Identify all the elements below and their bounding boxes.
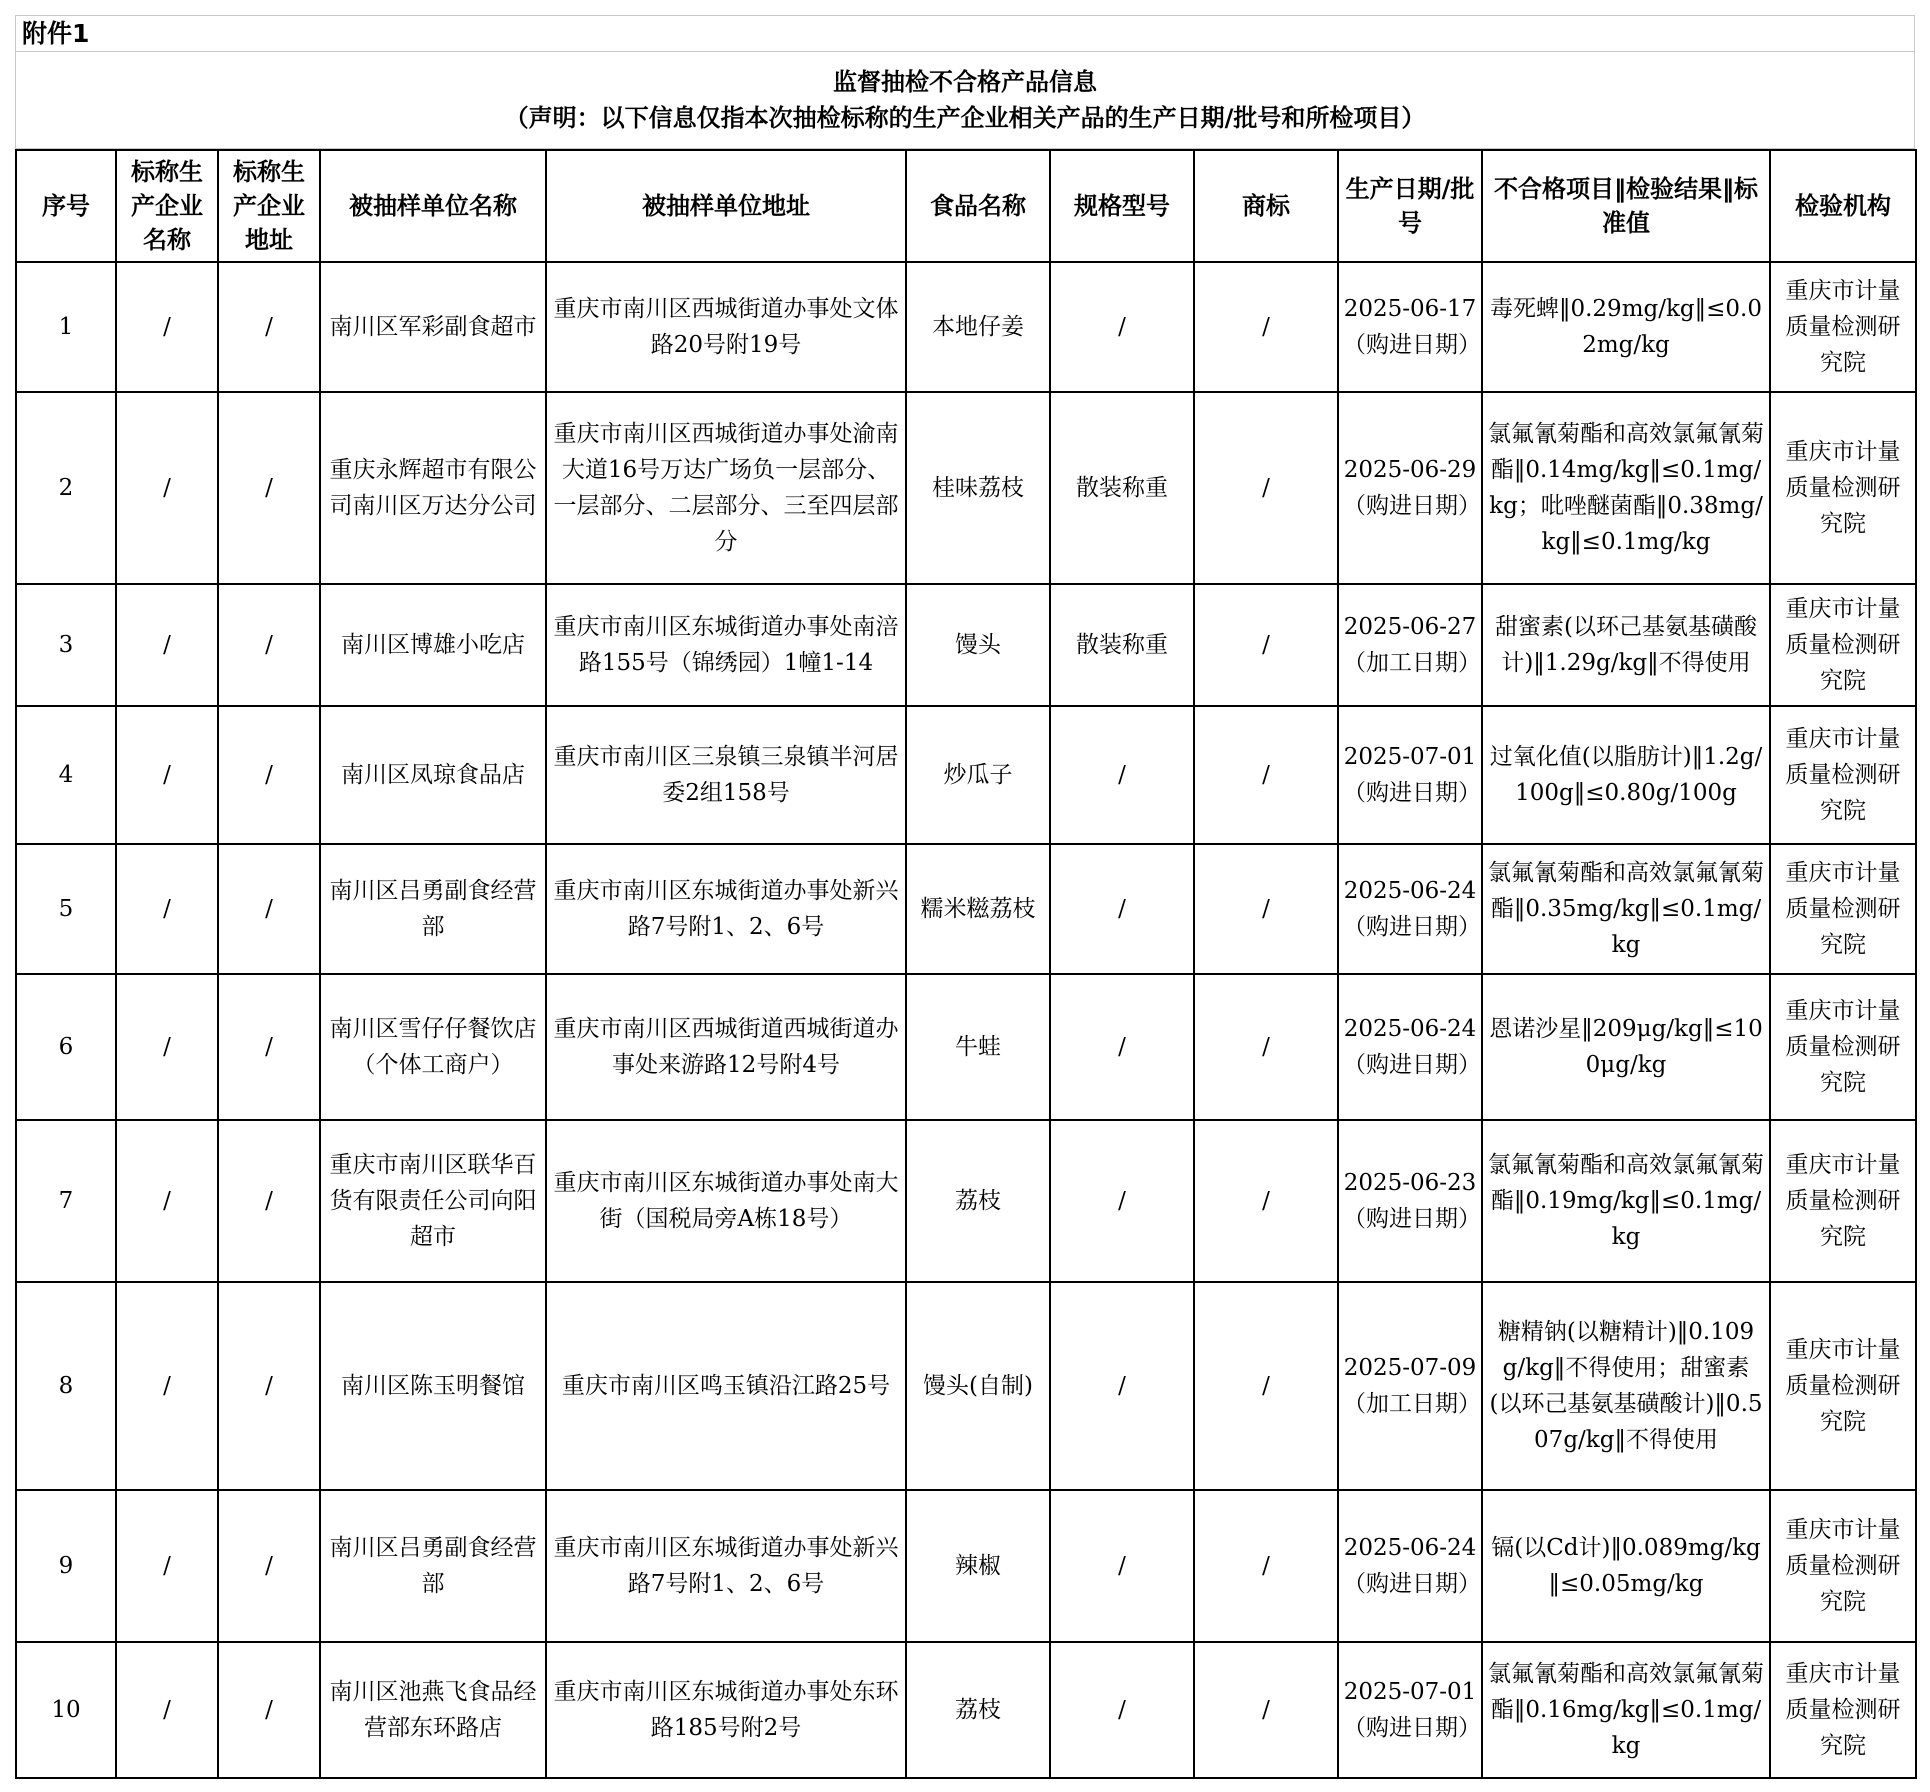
table-row — [16, 1642, 1916, 1778]
cell-food: 糯米糍荔枝 — [906, 844, 1050, 974]
header-unit-name: 被抽样单位名称 — [320, 150, 546, 262]
cell-date: 2025-07-01（购进日期） — [1338, 1642, 1482, 1778]
header-result: 不合格项目‖检验结果‖标准值 — [1482, 150, 1770, 262]
cell-agency: 重庆市计量质量检测研究院 — [1770, 1120, 1916, 1282]
cell-mfr-name: / — [116, 706, 218, 844]
cell-spec: / — [1050, 974, 1194, 1120]
cell-result: 恩诺沙星‖209μg/kg‖≤100μg/kg — [1482, 974, 1770, 1120]
cell-no: 5 — [16, 844, 116, 974]
table-row — [16, 262, 1916, 392]
cell-brand: / — [1194, 1120, 1338, 1282]
cell-mfr-addr: / — [218, 392, 320, 584]
cell-food: 本地仔姜 — [906, 262, 1050, 392]
header-food: 食品名称 — [906, 150, 1050, 262]
cell-no: 7 — [16, 1120, 116, 1282]
annex-sheet — [15, 15, 1915, 1779]
cell-brand: / — [1194, 262, 1338, 392]
cell-result: 氯氟氰菊酯和高效氯氟氰菊酯‖0.35mg/kg‖≤0.1mg/kg — [1482, 844, 1770, 974]
cell-brand: / — [1194, 392, 1338, 584]
header-spec: 规格型号 — [1050, 150, 1194, 262]
cell-result: 镉(以Cd计)‖0.089mg/kg‖≤0.05mg/kg — [1482, 1490, 1770, 1642]
cell-date: 2025-06-17（购进日期） — [1338, 262, 1482, 392]
table-row — [16, 844, 1916, 974]
cell-unit-addr: 重庆市南川区东城街道办事处南大街（国税局旁A栋18号） — [546, 1120, 906, 1282]
cell-date: 2025-07-01（购进日期） — [1338, 706, 1482, 844]
title-block — [15, 51, 1915, 149]
cell-mfr-addr: / — [218, 844, 320, 974]
table-row — [16, 392, 1916, 584]
cell-agency: 重庆市计量质量检测研究院 — [1770, 706, 1916, 844]
cell-no: 3 — [16, 584, 116, 706]
cell-spec: / — [1050, 262, 1194, 392]
cell-mfr-addr: / — [218, 262, 320, 392]
cell-brand: / — [1194, 1282, 1338, 1490]
header-row — [16, 150, 1916, 262]
cell-brand: / — [1194, 844, 1338, 974]
table-row — [16, 1282, 1916, 1490]
cell-brand: / — [1194, 1490, 1338, 1642]
cell-date: 2025-06-24（购进日期） — [1338, 974, 1482, 1120]
cell-unit-addr: 重庆市南川区西城街道办事处渝南大道16号万达广场负一层部分、一层部分、二层部分、三至四层部分 — [546, 392, 906, 584]
cell-agency: 重庆市计量质量检测研究院 — [1770, 584, 1916, 706]
cell-mfr-addr: / — [218, 1490, 320, 1642]
cell-result: 甜蜜素(以环己基氨基磺酸计)‖1.29g/kg‖不得使用 — [1482, 584, 1770, 706]
cell-date: 2025-06-24（购进日期） — [1338, 844, 1482, 974]
cell-unit-name: 南川区池燕飞食品经营部东环路店 — [320, 1642, 546, 1778]
cell-spec: / — [1050, 1490, 1194, 1642]
cell-mfr-name: / — [116, 392, 218, 584]
cell-mfr-addr: / — [218, 1642, 320, 1778]
cell-food: 馒头 — [906, 584, 1050, 706]
table-subtitle: （声明：以下信息仅指本次抽检标称的生产企业相关产品的生产日期/批号和所检项目） — [504, 104, 1426, 132]
header-date: 生产日期/批号 — [1338, 150, 1482, 262]
cell-spec: / — [1050, 706, 1194, 844]
cell-agency: 重庆市计量质量检测研究院 — [1770, 1642, 1916, 1778]
table-row — [16, 1490, 1916, 1642]
cell-agency: 重庆市计量质量检测研究院 — [1770, 392, 1916, 584]
cell-unit-name: 南川区凤琼食品店 — [320, 706, 546, 844]
table-body — [16, 262, 1916, 1778]
cell-result: 氯氟氰菊酯和高效氯氟氰菊酯‖0.14mg/kg‖≤0.1mg/kg；吡唑醚菌酯‖0.38mg/kg‖≤0.1mg/kg — [1482, 392, 1770, 584]
cell-unit-addr: 重庆市南川区西城街道办事处文体路20号附19号 — [546, 262, 906, 392]
cell-result: 毒死蜱‖0.29mg/kg‖≤0.02mg/kg — [1482, 262, 1770, 392]
cell-no: 9 — [16, 1490, 116, 1642]
cell-agency: 重庆市计量质量检测研究院 — [1770, 1490, 1916, 1642]
cell-mfr-name: / — [116, 1120, 218, 1282]
cell-no: 2 — [16, 392, 116, 584]
cell-food: 馒头(自制) — [906, 1282, 1050, 1490]
cell-spec: / — [1050, 844, 1194, 974]
cell-date: 2025-06-23（购进日期） — [1338, 1120, 1482, 1282]
cell-mfr-addr: / — [218, 1282, 320, 1490]
cell-unit-name: 南川区吕勇副食经营部 — [320, 1490, 546, 1642]
cell-mfr-name: / — [116, 262, 218, 392]
cell-result: 氯氟氰菊酯和高效氯氟氰菊酯‖0.16mg/kg‖≤0.1mg/kg — [1482, 1642, 1770, 1778]
table-title: 监督抽检不合格产品信息 — [833, 68, 1097, 96]
cell-spec: 散装称重 — [1050, 392, 1194, 584]
table-row — [16, 584, 1916, 706]
header-no: 序号 — [16, 150, 116, 262]
cell-unit-name: 重庆永辉超市有限公司南川区万达分公司 — [320, 392, 546, 584]
cell-food: 炒瓜子 — [906, 706, 1050, 844]
cell-result: 过氧化值(以脂肪计)‖1.2g/100g‖≤0.80g/100g — [1482, 706, 1770, 844]
cell-mfr-name: / — [116, 1642, 218, 1778]
cell-no: 4 — [16, 706, 116, 844]
cell-agency: 重庆市计量质量检测研究院 — [1770, 1282, 1916, 1490]
cell-unit-addr: 重庆市南川区东城街道办事处南涪路155号（锦绣园）1幢1-14 — [546, 584, 906, 706]
cell-result: 糖精钠(以糖精计)‖0.109g/kg‖不得使用；甜蜜素(以环己基氨基磺酸计)‖0.507g/kg‖不得使用 — [1482, 1282, 1770, 1490]
cell-spec: 散装称重 — [1050, 584, 1194, 706]
cell-unit-addr: 重庆市南川区西城街道西城街道办事处来游路12号附4号 — [546, 974, 906, 1120]
table-row — [16, 706, 1916, 844]
cell-unit-addr: 重庆市南川区东城街道办事处东环路185号附2号 — [546, 1642, 906, 1778]
table-row — [16, 1120, 1916, 1282]
cell-unit-name: 重庆市南川区联华百货有限责任公司向阳超市 — [320, 1120, 546, 1282]
cell-no: 10 — [16, 1642, 116, 1778]
cell-food: 牛蛙 — [906, 974, 1050, 1120]
cell-brand: / — [1194, 974, 1338, 1120]
cell-unit-name: 南川区吕勇副食经营部 — [320, 844, 546, 974]
cell-brand: / — [1194, 1642, 1338, 1778]
cell-mfr-addr: / — [218, 584, 320, 706]
cell-mfr-name: / — [116, 1490, 218, 1642]
header-agency: 检验机构 — [1770, 150, 1916, 262]
cell-agency: 重庆市计量质量检测研究院 — [1770, 974, 1916, 1120]
cell-spec: / — [1050, 1282, 1194, 1490]
cell-spec: / — [1050, 1120, 1194, 1282]
cell-spec: / — [1050, 1642, 1194, 1778]
cell-food: 桂味荔枝 — [906, 392, 1050, 584]
cell-unit-addr: 重庆市南川区东城街道办事处新兴路7号附1、2、6号 — [546, 844, 906, 974]
cell-mfr-name: / — [116, 974, 218, 1120]
cell-result: 氯氟氰菊酯和高效氯氟氰菊酯‖0.19mg/kg‖≤0.1mg/kg — [1482, 1120, 1770, 1282]
cell-date: 2025-06-27（加工日期） — [1338, 584, 1482, 706]
cell-brand: / — [1194, 584, 1338, 706]
cell-food: 荔枝 — [906, 1120, 1050, 1282]
cell-food: 荔枝 — [906, 1642, 1050, 1778]
cell-date: 2025-06-24（购进日期） — [1338, 1490, 1482, 1642]
cell-no: 1 — [16, 262, 116, 392]
header-brand: 商标 — [1194, 150, 1338, 262]
cell-mfr-name: / — [116, 844, 218, 974]
cell-unit-name: 南川区军彩副食超市 — [320, 262, 546, 392]
cell-mfr-addr: / — [218, 974, 320, 1120]
cell-unit-name: 南川区博雄小吃店 — [320, 584, 546, 706]
cell-no: 8 — [16, 1282, 116, 1490]
cell-unit-addr: 重庆市南川区三泉镇三泉镇半河居委2组158号 — [546, 706, 906, 844]
header-unit-addr: 被抽样单位地址 — [546, 150, 906, 262]
cell-date: 2025-06-29（购进日期） — [1338, 392, 1482, 584]
annex-label: 附件1 — [15, 15, 1915, 51]
unqualified-products-table — [15, 149, 1917, 1779]
cell-brand: / — [1194, 706, 1338, 844]
table-row — [16, 974, 1916, 1120]
cell-agency: 重庆市计量质量检测研究院 — [1770, 844, 1916, 974]
cell-food: 辣椒 — [906, 1490, 1050, 1642]
cell-mfr-name: / — [116, 584, 218, 706]
header-mfr-name: 标称生产企业名称 — [116, 150, 218, 262]
cell-unit-addr: 重庆市南川区鸣玉镇沿江路25号 — [546, 1282, 906, 1490]
cell-unit-addr: 重庆市南川区东城街道办事处新兴路7号附1、2、6号 — [546, 1490, 906, 1642]
header-mfr-addr: 标称生产企业地址 — [218, 150, 320, 262]
cell-mfr-addr: / — [218, 1120, 320, 1282]
cell-mfr-name: / — [116, 1282, 218, 1490]
cell-unit-name: 南川区雪仔仔餐饮店（个体工商户） — [320, 974, 546, 1120]
cell-no: 6 — [16, 974, 116, 1120]
cell-mfr-addr: / — [218, 706, 320, 844]
cell-agency: 重庆市计量质量检测研究院 — [1770, 262, 1916, 392]
cell-unit-name: 南川区陈玉明餐馆 — [320, 1282, 546, 1490]
cell-date: 2025-07-09（加工日期） — [1338, 1282, 1482, 1490]
